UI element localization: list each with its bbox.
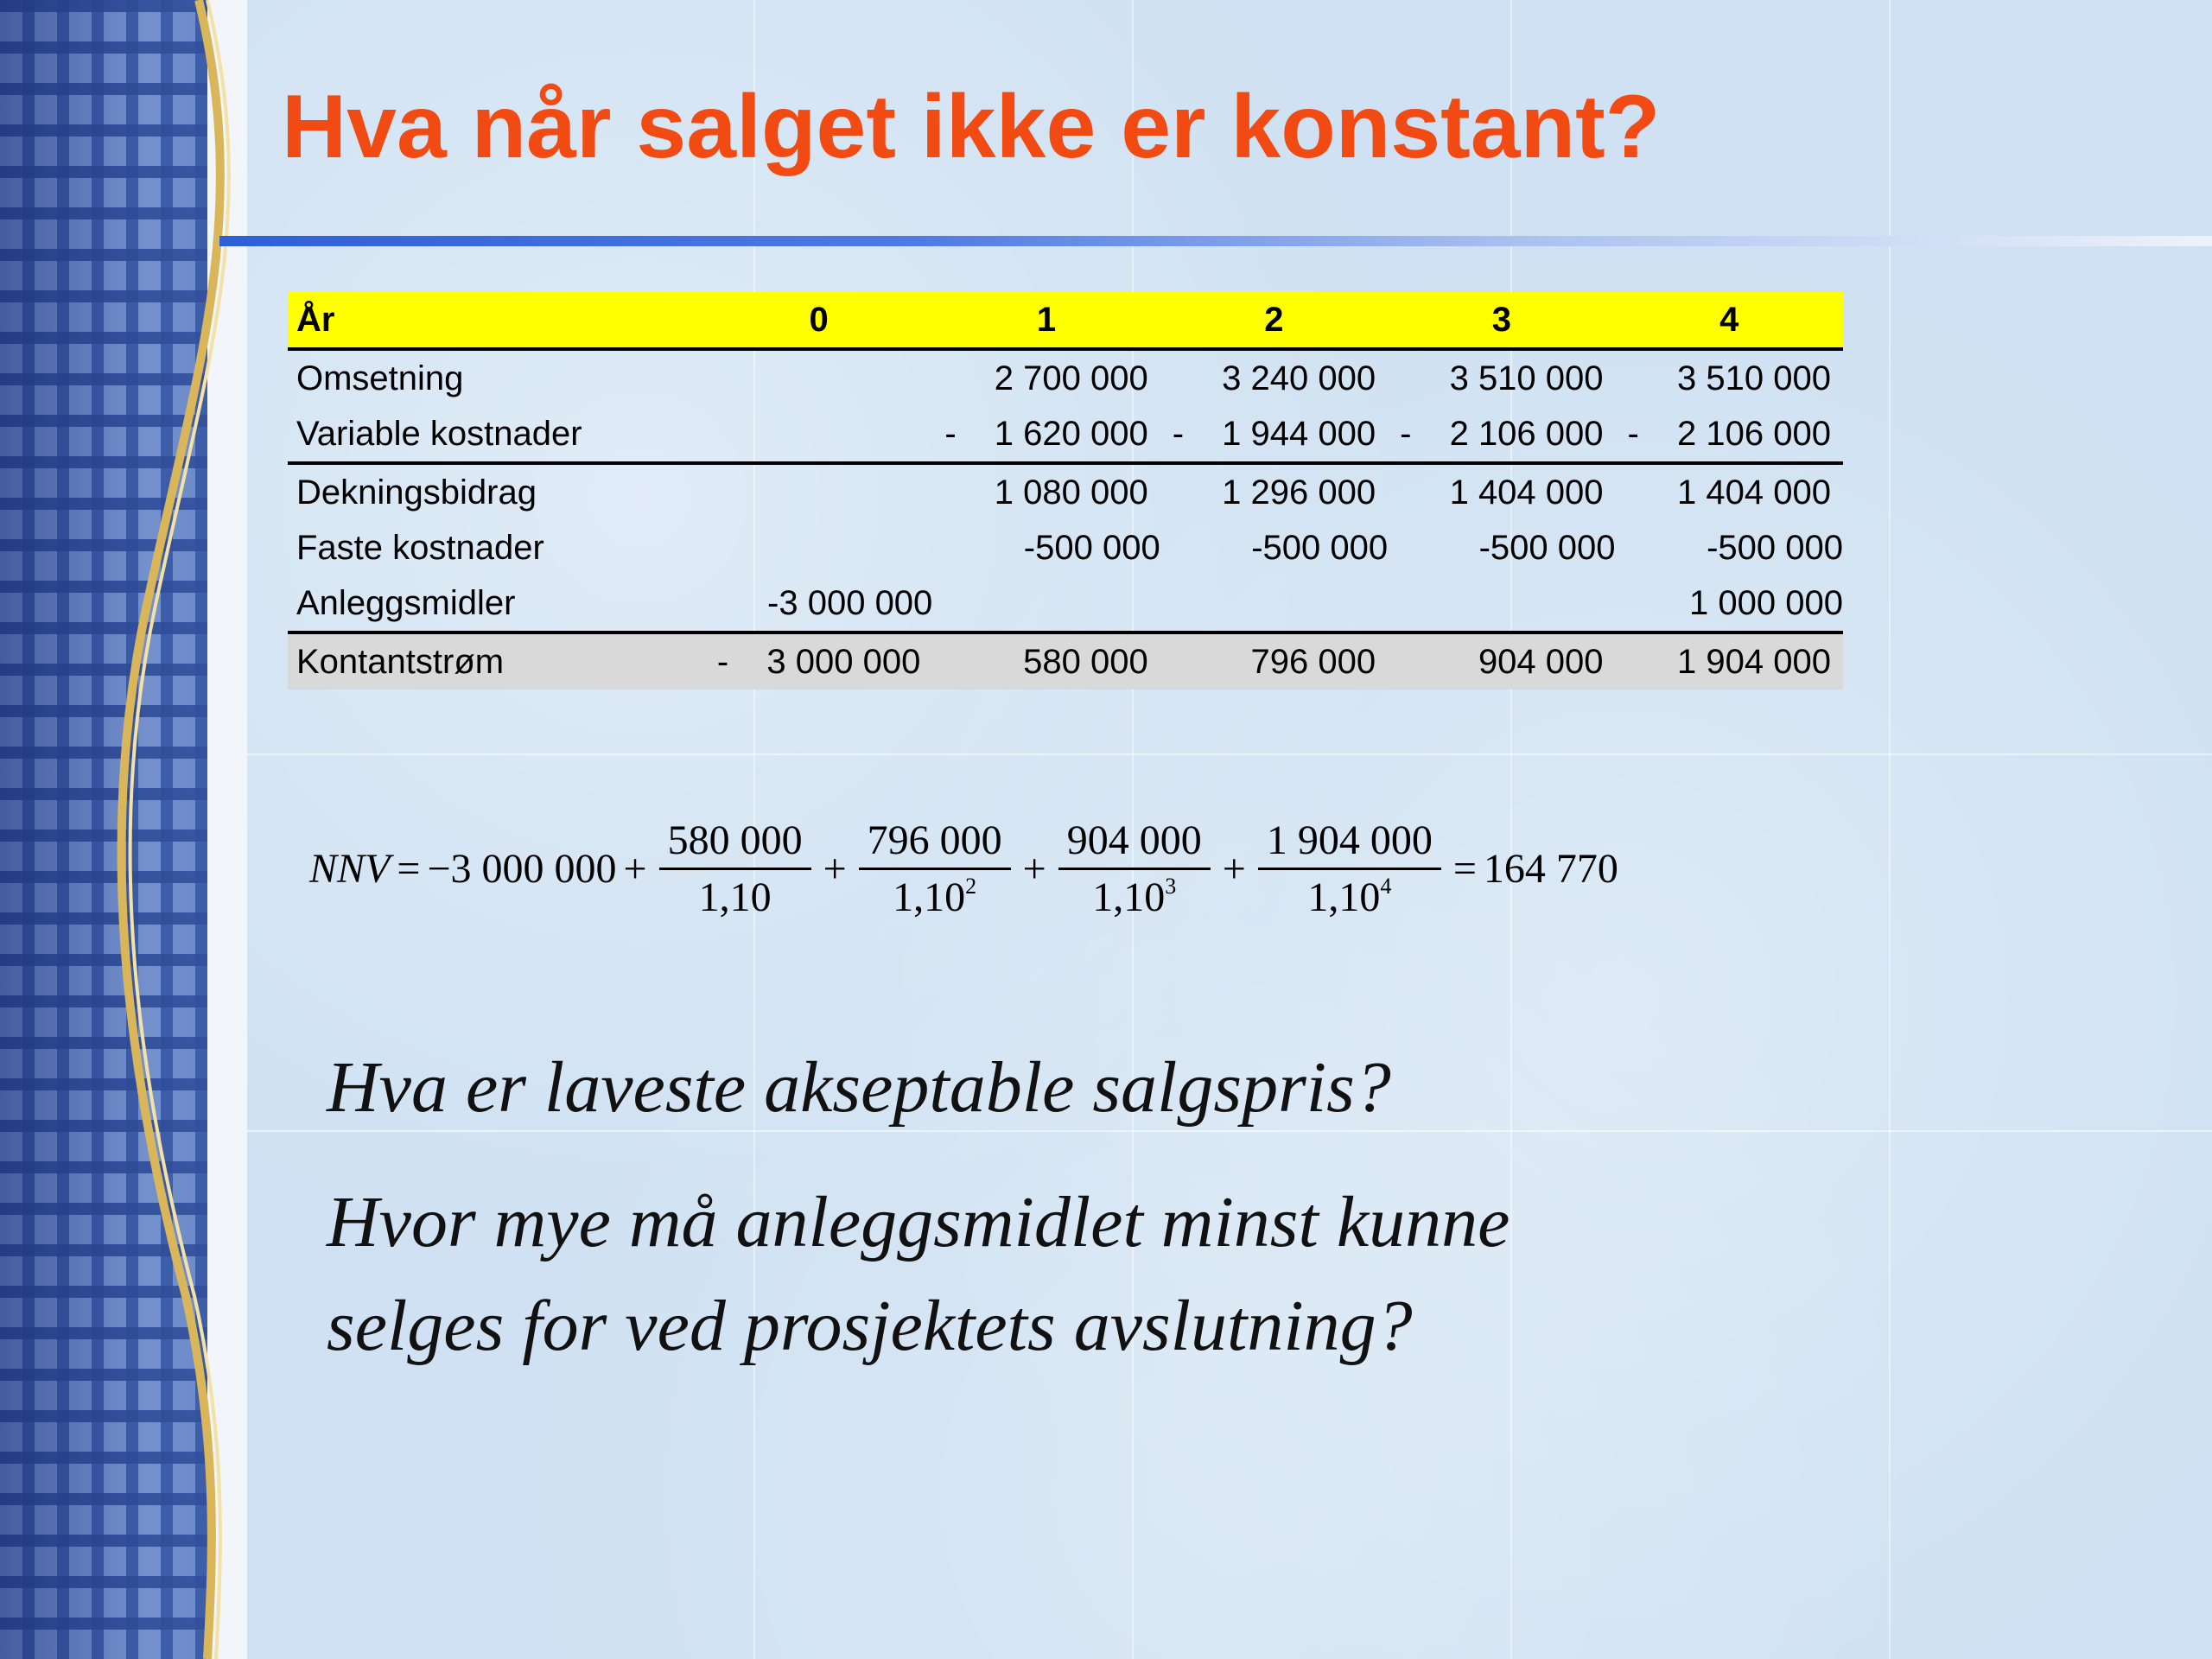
header-cell: 0 <box>705 292 932 349</box>
cell-value: -500 000 <box>1023 528 1160 567</box>
table-header-row <box>288 292 1843 349</box>
row-label: Faste kostnader <box>296 528 544 567</box>
cell-value: 1 904 000 <box>1677 642 1831 681</box>
table-cell <box>1616 632 1843 690</box>
question-asset-value <box>327 1171 1510 1378</box>
table-cell <box>1388 349 1615 406</box>
formula-fraction <box>859 817 1011 921</box>
slide-title: Hva når salget ikke er konstant? <box>282 77 1661 177</box>
fraction-numerator: 580 000 <box>659 817 811 870</box>
table-cell <box>1616 575 1843 632</box>
cell-value: 1 080 000 <box>994 473 1148 512</box>
formula-lhs: NNV <box>309 845 391 892</box>
row-label: Anleggsmidler <box>288 575 705 632</box>
fraction-exponent: 3 <box>1165 873 1177 899</box>
minus-sign: - <box>716 642 729 681</box>
table-cell <box>705 349 932 406</box>
formula-fraction <box>659 817 811 921</box>
row-label: Kontantstrøm <box>288 632 705 690</box>
row-label: Dekningsbidrag <box>296 473 537 512</box>
minus-sign: - <box>944 414 957 453</box>
minus-sign: - <box>1627 414 1639 453</box>
background-grid-line <box>1889 0 1891 1659</box>
header-cell: 4 <box>1616 292 1843 349</box>
formula-fraction <box>1258 817 1441 921</box>
table-cell <box>1616 520 1843 575</box>
cash-flow-table <box>288 292 1843 690</box>
minus-sign: - <box>1400 414 1412 453</box>
cell-value: -500 000 <box>1478 528 1616 567</box>
header-cell: År <box>288 292 705 349</box>
cell-value: 1 620 000 <box>994 414 1148 453</box>
header-cell: 3 <box>1388 292 1615 349</box>
table-total-row <box>288 632 1843 690</box>
cell-value: 3 000 000 <box>766 642 921 681</box>
fraction-denominator: 1,10$^3$ <box>1092 873 1177 920</box>
fraction-exponent: 2 <box>965 873 977 899</box>
row-label: Omsetning <box>296 359 464 397</box>
formula-plus: + <box>1222 845 1246 892</box>
fraction-numerator: 1 904 000 <box>1258 817 1441 870</box>
formula-fraction <box>1058 817 1211 921</box>
table-row <box>288 520 1843 575</box>
table-cell <box>932 349 1160 406</box>
cell-value: 796 000 <box>1250 642 1376 681</box>
table-cell <box>705 520 932 575</box>
gold-curve-path <box>122 0 220 1659</box>
cell-value: -500 000 <box>1251 528 1389 567</box>
table-cell <box>705 575 932 632</box>
table-cell <box>932 632 1160 690</box>
question-line: selges for ved prosjektets avslutning? <box>327 1286 1413 1366</box>
table-cell <box>1616 406 1843 463</box>
header-cell: 1 <box>932 292 1160 349</box>
table-cell <box>1388 406 1615 463</box>
cell-value: 2 700 000 <box>994 359 1148 397</box>
fraction-numerator: 904 000 <box>1058 817 1211 870</box>
formula-result: 164 770 <box>1483 845 1618 892</box>
table-cell <box>1160 520 1388 575</box>
header-cell: 2 <box>1160 292 1388 349</box>
table-cell <box>1388 575 1615 632</box>
background-grid-line <box>247 753 2212 755</box>
cell-value: -500 000 <box>1707 528 1843 567</box>
formula-equals: = <box>1452 845 1477 892</box>
minus-sign: - <box>1172 414 1185 453</box>
table-cell <box>932 575 1160 632</box>
cell-value: 3 510 000 <box>1449 359 1604 397</box>
table-cell <box>1616 349 1843 406</box>
cell-value: 1 296 000 <box>1222 473 1376 512</box>
cell-value: 1 944 000 <box>1222 414 1376 453</box>
formula-plus: + <box>1022 845 1046 892</box>
question-lowest-price: Hva er laveste akseptable salgspris? <box>327 1047 1391 1128</box>
table-cell <box>1160 349 1388 406</box>
background-grid-line <box>247 1130 2212 1132</box>
table-row <box>288 463 1843 520</box>
cell-value: 580 000 <box>1023 642 1148 681</box>
table-cell <box>932 463 1160 520</box>
table-cell <box>705 406 932 463</box>
cell-value: 1 404 000 <box>1449 473 1604 512</box>
table-cell <box>1160 463 1388 520</box>
table-row <box>288 575 1843 632</box>
table-cell <box>1388 520 1615 575</box>
formula-equals: = <box>397 845 421 892</box>
cell-value: -3 000 000 <box>767 583 933 622</box>
cell-value: 904 000 <box>1478 642 1604 681</box>
table-cell <box>1160 575 1388 632</box>
question-line: Hvor mye må anleggsmidlet minst kunne <box>327 1182 1510 1262</box>
table-row <box>288 349 1843 406</box>
table-row <box>288 406 1843 463</box>
table-cell <box>1388 632 1615 690</box>
cell-value: 1 404 000 <box>1677 473 1831 512</box>
fraction-denominator: 1,10$^2$ <box>893 873 977 920</box>
gold-curve-decoration <box>0 0 259 1659</box>
table-cell <box>1388 463 1615 520</box>
table-cell <box>932 406 1160 463</box>
title-underline-rule <box>219 236 2212 246</box>
formula-plus: + <box>623 845 647 892</box>
cell-value: 2 106 000 <box>1677 414 1831 453</box>
npv-formula <box>309 812 1618 925</box>
table-cell <box>1160 406 1388 463</box>
formula-plus: + <box>823 845 847 892</box>
table-cell <box>932 520 1160 575</box>
table-cell <box>1616 463 1843 520</box>
row-label: Variable kostnader <box>288 406 705 463</box>
formula-initial: −3 000 000 <box>427 845 617 892</box>
table-cell <box>705 632 932 690</box>
cell-value: 1 000 000 <box>1689 583 1843 622</box>
cell-value: 3 510 000 <box>1677 359 1831 397</box>
fraction-exponent: 4 <box>1380 873 1392 899</box>
fraction-denominator: 1,10 <box>698 874 772 920</box>
table-cell <box>705 463 932 520</box>
cell-value: 2 106 000 <box>1449 414 1604 453</box>
fraction-denominator: 1,10$^4$ <box>1307 873 1392 920</box>
table-cell <box>1160 632 1388 690</box>
cell-value: 3 240 000 <box>1222 359 1376 397</box>
fraction-numerator: 796 000 <box>859 817 1011 870</box>
